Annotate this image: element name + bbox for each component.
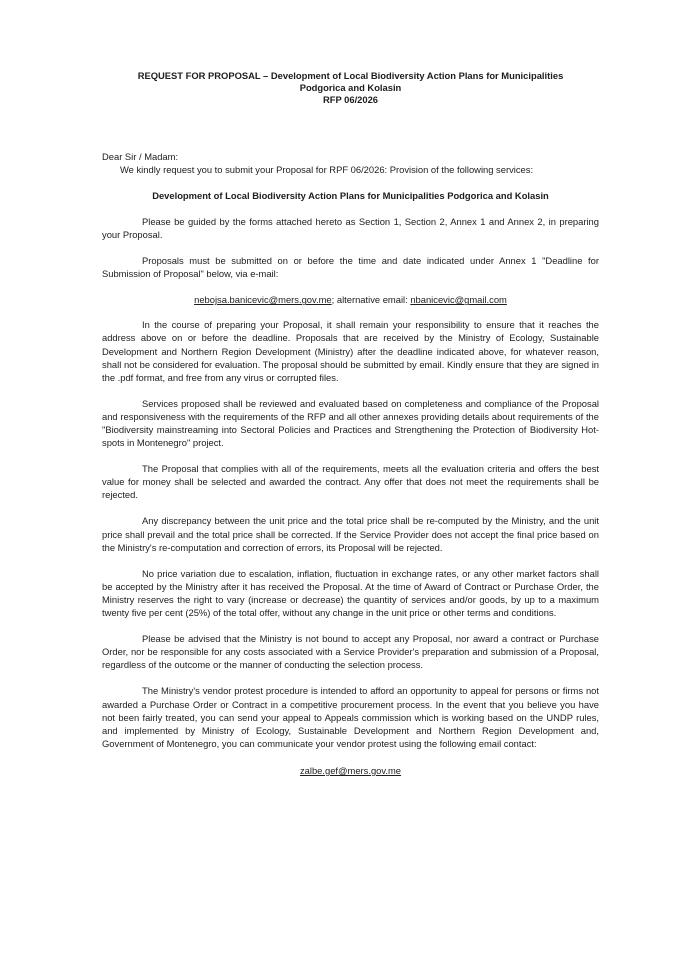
rfp-number: RFP 06/2026 <box>322 94 379 106</box>
request-paragraph: We kindly request you to submit your Proposal for RPF 06/2026: Provision of the following services: <box>120 163 534 175</box>
not-bound-paragraph: Please be advised that the Ministry is not bound to accept any Proposal, nor award a contract or Purchase Order, nor be responsible for any costs associated with a Service Provider's preparation and submission of a Proposal, regardless of the outcome or the manner of conducting the selection process. <box>102 633 599 671</box>
service-title: Development of Local Biodiversity Action Plans for Municipalities Podgorica and Kolasin <box>152 189 549 201</box>
document-header <box>102 70 599 107</box>
submission-paragraph: Proposals must be submitted on or before the time and date indicated under Annex 1 "Deadline for Submission of Proposal" below, via e-mail: <box>102 255 599 280</box>
email-separator: ; alternative email: <box>331 294 411 306</box>
alternative-email-link[interactable]: nbanicevic@gmail.com <box>410 294 507 306</box>
responsibility-paragraph: In the course of preparing your Proposal, it shall remain your responsibility to ensure that it reaches the address above on or before the deadline. Proposals that are received by the Ministry of Ecology, Sustainable Development and Northern Region Development (Ministry) after the deadline indicated above, for whatever reason, shall not be considered for evaluation. The proposal should be submitted by email. Kindly ensure that they are signed in the .pdf format, and free from any virus or corrupted files. <box>102 319 599 383</box>
salutation: Dear Sir / Madam: <box>102 150 179 162</box>
price-variation-paragraph: No price variation due to escalation, inflation, fluctuation in exchange rates, or any other market factors shall be accepted by the Ministry after it has received the Proposal. At the time of Award of Contract or Purchase Order, the Ministry reserves the right to vary (increase or decrease) the quantity of services and/or goods, by up to a maximum twenty five per cent (25%) of the total offer, without any change in the unit price or other terms and conditions. <box>102 567 599 619</box>
price-discrepancy-paragraph: Any discrepancy between the unit price and the total price shall be re-computed by the Ministry, and the unit price shall prevail and the total price shall be corrected. If the Service Provider does not accept the final price based on the Ministry's re-computation and correction of errors, its Proposal will be rejected. <box>102 515 599 553</box>
primary-email-link[interactable]: nebojsa.banicevic@mers.gov.me <box>194 294 332 306</box>
rfp-title: REQUEST FOR PROPOSAL – Development of Local Biodiversity Action Plans for Municipalities <box>137 70 564 81</box>
award-paragraph: The Proposal that complies with all of the requirements, meets all the evaluation criteria and offers the best value for money shall be selected and awarded the contract. Any offer that does not meet the requirements shall be rejected. <box>102 463 599 501</box>
protest-email-link[interactable]: zalbe.gef@mers.gov.me <box>299 764 402 776</box>
submission-email-line <box>102 293 599 306</box>
rfp-municipalities: Podgorica and Kolasin <box>299 82 402 94</box>
guidance-paragraph: Please be guided by the forms attached hereto as Section 1, Section 2, Annex 1 and Annex 2, in preparing your Proposal. <box>102 215 599 240</box>
evaluation-paragraph: Services proposed shall be reviewed and evaluated based on completeness and compliance of the Proposal and responsiveness with the requirements of the RFP and all other annexes providing details about requirements of the "Biodiversity mainstreaming into Sectoral Policies and Practices and Strengthening the Protection of Biodiversity Hot-spots in Montenegro" project. <box>102 397 599 449</box>
vendor-protest-paragraph: The Ministry's vendor protest procedure is intended to afford an opportunity to appeal for persons or firms not awarded a Purchase Order or Contract in a competitive procurement process. In the event that you believe you have not been fairly treated, you can send your appeal to Appeals commission which is working based on the UNDP rules, and implemented by Ministry of Ecology, Sustainable Development and Northern Region Development and, Government of Montenegro, you can communicate your vendor protest using the following email contact: <box>102 685 599 749</box>
protest-email-line <box>102 764 599 777</box>
